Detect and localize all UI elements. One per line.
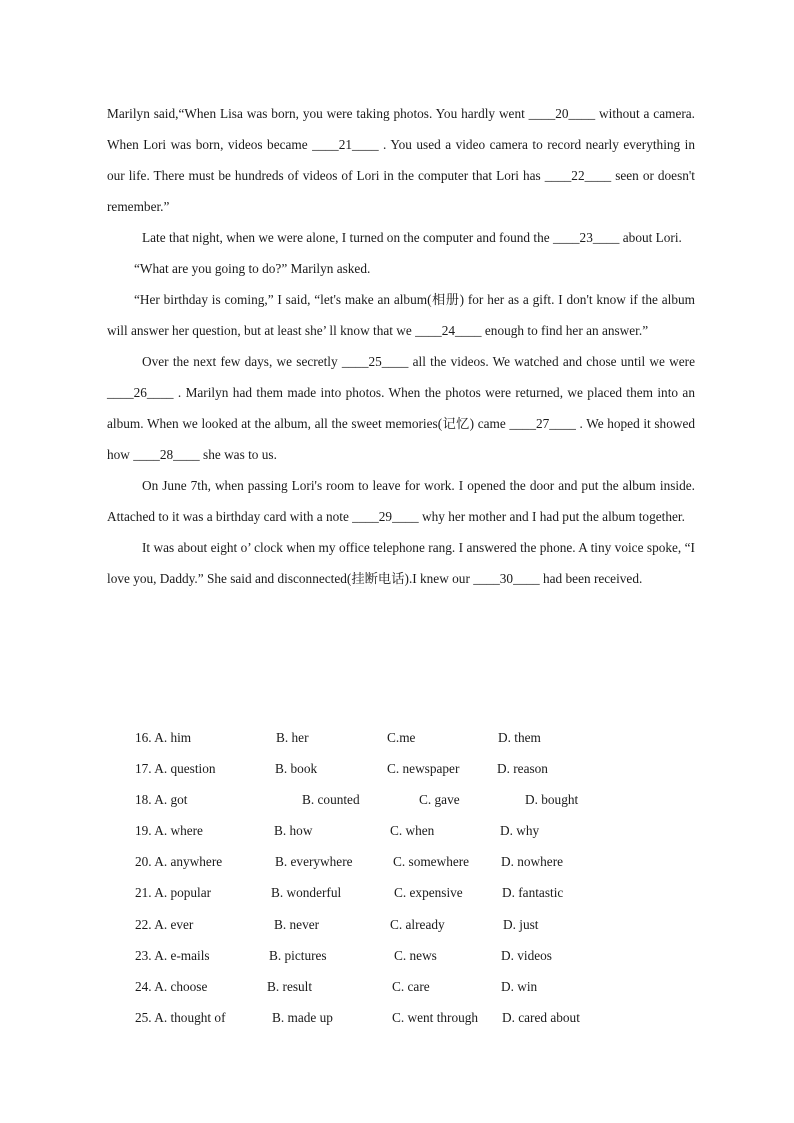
option-c: C.me bbox=[387, 730, 416, 745]
option-d: D. them bbox=[498, 730, 541, 745]
option-b: B. made up bbox=[272, 1009, 333, 1025]
option-c: C. news bbox=[394, 947, 437, 963]
option-d: D. cared about bbox=[502, 1009, 580, 1025]
option-a: 22. A. ever bbox=[135, 916, 194, 932]
option-b: B. her bbox=[276, 730, 309, 745]
paragraph-2: Late that night, when we were alone, I turned on the computer and found the ____23____ about Lori. bbox=[142, 230, 682, 245]
question-24 bbox=[135, 971, 695, 1002]
option-a: 17. A. question bbox=[135, 761, 216, 777]
option-b: B. counted bbox=[302, 792, 360, 808]
option-c: C. gave bbox=[419, 792, 460, 808]
option-a: 23. A. e-mails bbox=[135, 947, 210, 963]
option-d: D. bought bbox=[525, 792, 579, 808]
option-d: D. nowhere bbox=[501, 854, 564, 870]
option-d: D. why bbox=[500, 823, 540, 839]
option-b: B. never bbox=[274, 916, 320, 932]
option-d: D. fantastic bbox=[502, 885, 564, 901]
question-23 bbox=[135, 940, 695, 971]
option-d: D. reason bbox=[497, 761, 548, 777]
reading-passage bbox=[107, 98, 695, 594]
option-c: C. when bbox=[390, 823, 435, 839]
option-b: B. how bbox=[274, 823, 313, 839]
answer-options bbox=[135, 722, 695, 1033]
option-a: 21. A. popular bbox=[135, 885, 212, 901]
question-22 bbox=[135, 909, 695, 940]
option-d: D. videos bbox=[501, 947, 552, 963]
option-b: B. everywhere bbox=[275, 854, 353, 870]
paragraph-3: “What are you going to do?” Marilyn asked. bbox=[134, 261, 371, 276]
option-c: C. went through bbox=[392, 1009, 479, 1025]
option-a: 16. A. him bbox=[135, 730, 192, 745]
paragraph-4: “Her birthday is coming,” I said, “let's make an album(相册) for her as a gift. I don't know if the album will answer her question, but at least she’ ll know that we ____24____ enough to find her an answer.” bbox=[107, 292, 695, 338]
option-c: C. already bbox=[390, 916, 445, 932]
question-16 bbox=[135, 722, 695, 753]
option-b: B. wonderful bbox=[271, 885, 342, 901]
paragraph-7: It was about eight o’ clock when my office telephone rang. I answered the phone. A tiny voice spoke, “I love you, Daddy.” She said and disconnected(挂断电话).I knew our ____30____ had been received. bbox=[107, 540, 695, 586]
option-a: 24. A. choose bbox=[135, 978, 208, 994]
option-d: D. win bbox=[501, 978, 538, 994]
paragraph-1: Marilyn said,“When Lisa was born, you were taking photos. You hardly went ____20____ without a camera. When Lori was born, videos became ____21____ . You used a video camera to record nearly everything in our life. There must be hundreds of videos of Lori in the computer that Lori has ____22____ seen or doesn't remember.” bbox=[107, 106, 695, 214]
option-a: 18. A. got bbox=[135, 792, 188, 808]
option-c: C. expensive bbox=[394, 885, 463, 901]
question-18 bbox=[135, 784, 695, 815]
option-c: C. somewhere bbox=[393, 854, 470, 870]
option-b: B. book bbox=[275, 761, 318, 777]
option-a: 20. A. anywhere bbox=[135, 854, 223, 870]
question-17 bbox=[135, 753, 695, 784]
question-21 bbox=[135, 877, 695, 908]
option-c: C. newspaper bbox=[387, 761, 460, 777]
question-19 bbox=[135, 815, 695, 846]
option-a: 19. A. where bbox=[135, 823, 203, 839]
question-25 bbox=[135, 1002, 695, 1033]
question-20 bbox=[135, 846, 695, 877]
option-a: 25. A. thought of bbox=[135, 1009, 226, 1025]
option-c: C. care bbox=[392, 978, 430, 994]
paragraph-5: Over the next few days, we secretly ____25____ all the videos. We watched and chose until we were ____26____ . Marilyn had them made into photos. When the photos were returned, we placed them into an album. When we looked at the album, all the sweet memories(记忆) came ____27____ . We hoped it showed how ____28____ she was to us. bbox=[107, 354, 695, 462]
option-b: B. result bbox=[267, 978, 313, 994]
option-b: B. pictures bbox=[269, 947, 327, 963]
option-d: D. just bbox=[503, 916, 539, 932]
paragraph-6: On June 7th, when passing Lori's room to leave for work. I opened the door and put the album inside. Attached to it was a birthday card with a note ____29____ why her mother and I had put the album together. bbox=[107, 478, 695, 524]
